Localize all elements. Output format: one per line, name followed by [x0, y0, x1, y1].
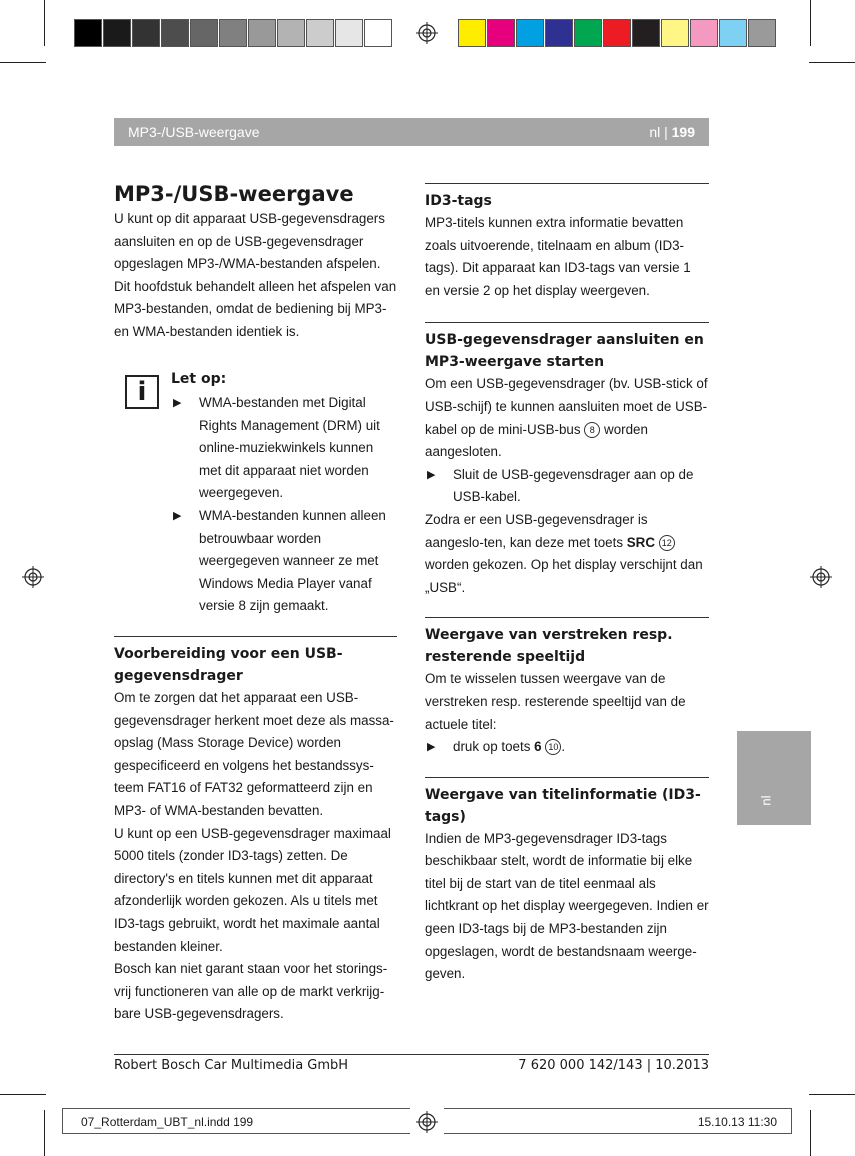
page-number-value: 199 — [671, 124, 695, 140]
color-swatch — [719, 19, 747, 47]
crop-mark — [809, 62, 855, 63]
gray-swatch — [103, 19, 131, 47]
crop-mark — [810, 1110, 811, 1156]
registration-mark-icon — [810, 566, 832, 588]
gray-swatch — [335, 19, 363, 47]
prep-section — [114, 636, 397, 1026]
bullet-triangle-icon: ▶ — [173, 397, 182, 409]
time-instruction: ▶ druk op toets 6 10 . — [425, 736, 709, 759]
print-slug-file: 07_Rotterdam_UBT_nl.indd 199 — [62, 1108, 410, 1134]
right-column — [425, 183, 709, 986]
time-paragraph: Om te wisselen tussen weergave van de verstreken resp. resterende speeltijd van de actuele titel: — [425, 671, 686, 732]
crop-mark — [810, 0, 811, 46]
color-swatch — [545, 19, 573, 47]
color-swatch — [603, 19, 631, 47]
usb-paragraph: Om een USB-gegevensdrager (bv. USB-stick of USB-schijf) te kunnen aansluiten moet de USB-kabel op de mini-USB-bus 8 worden aangesloten. — [425, 376, 708, 460]
color-swatch — [632, 19, 660, 47]
left-column — [114, 180, 397, 344]
reference-number: 12 — [659, 535, 675, 551]
time-heading: Weergave van verstreken resp. resterende speeltijd — [425, 627, 673, 666]
crop-mark — [0, 1094, 46, 1095]
key-label: SRC — [626, 534, 656, 550]
footer-rule — [114, 1054, 709, 1055]
gray-swatch — [132, 19, 160, 47]
registration-mark-icon — [416, 22, 438, 44]
gray-swatch — [219, 19, 247, 47]
info-icon: i — [125, 375, 159, 409]
color-swatch — [487, 19, 515, 47]
section-title: MP3-/USB-weergave — [128, 124, 260, 140]
color-swatch — [458, 19, 486, 47]
note-item: ▶ WMA-bestanden kunnen alleen betrouwbaar worden weergegeven wanneer ze met Windows Media Player vanaf versie 8 zijn gemaakt. — [171, 505, 397, 618]
color-swatch — [516, 19, 544, 47]
prep-paragraph: U kunt op een USB-gegevensdrager maximaal 5000 titels (zonder ID3-tags) zetten. De directory's en titels kunnen met dit apparaat afzonderlijk worden gekozen. Als u titels met ID3-tags gebruikt, wordt het maximale aantal bestanden kleiner. — [114, 825, 391, 954]
prep-heading: Voorbereiding voor een USB-gegevensdrager — [114, 646, 343, 684]
crop-mark — [0, 62, 46, 63]
usb-paragraph: Zodra er een USB-gegevensdrager is aangeslo-ten, kan deze met toets SRC 12 worden gekozen. Op het display verschijnt dan „USB“. — [425, 511, 703, 595]
footer-company: Robert Bosch Car Multimedia GmbH — [114, 1058, 349, 1073]
bullet-triangle-icon: ▶ — [427, 741, 436, 754]
page-header — [114, 118, 709, 146]
language-tab: nl — [737, 731, 811, 825]
page-title: MP3-/USB-weergave — [114, 182, 354, 206]
gray-swatch — [364, 19, 392, 47]
color-calibration-bar — [458, 19, 777, 47]
page-number — [649, 124, 695, 140]
gray-swatch — [74, 19, 102, 47]
color-swatch — [574, 19, 602, 47]
bullet-triangle-icon: ▶ — [427, 468, 436, 481]
gray-calibration-bar — [74, 19, 393, 47]
crop-mark — [44, 0, 45, 46]
prep-paragraph: Bosch kan niet garant staan voor het storings-vrij functioneren van alle op de markt verkrijg-bare USB-gegevensdragers. — [114, 961, 388, 1022]
id3-heading: ID3-tags — [425, 193, 492, 209]
registration-mark-icon — [22, 566, 44, 588]
gray-swatch — [306, 19, 334, 47]
usb-heading: USB-gegevensdrager aansluiten en MP3-weergave starten — [425, 332, 704, 371]
color-swatch — [748, 19, 776, 47]
key-label: 6 — [534, 739, 542, 755]
prep-paragraph: Om te zorgen dat het apparaat een USB-gegevensdrager herkent moet deze als massa-opslag (Mass Storage Device) worden gespecificeerd en volgens het bestandssys-teem FAT16 of FAT32 geformatteerd zijn en MP3- of WMA-bestanden bevatten. — [114, 690, 394, 818]
title-info-heading: Weergave van titelinformatie (ID3-tags) — [425, 786, 701, 825]
print-slug-date: 15.10.13 11:30 — [444, 1108, 792, 1134]
gray-swatch — [161, 19, 189, 47]
note-box — [171, 368, 397, 618]
gray-swatch — [190, 19, 218, 47]
footer-doc-number: 7 620 000 142/143 | 10.2013 — [518, 1058, 709, 1073]
title-info-paragraph: Indien de MP3-gegevensdrager ID3-tags beschikbaar stelt, wordt de informatie bij elke titel bij de start van de titel eenmaal als lichtkrant op het display weergegeven. Indien er geen ID3-tags bij de MP3-bestanden zijn opgeslagen, wordt de bestandsnaam weerge-geven. — [425, 830, 709, 982]
id3-paragraph: MP3-titels kunnen extra informatie bevatten zoals uitvoerende, titelnaam en album (ID3-tags). Dit apparaat kan ID3-tags van versie 1 en versie 2 op het display weergeven. — [425, 215, 691, 298]
gray-swatch — [277, 19, 305, 47]
bullet-triangle-icon: ▶ — [173, 509, 182, 522]
color-swatch — [661, 19, 689, 47]
crop-mark — [809, 1094, 855, 1095]
reference-number: 10 — [545, 739, 561, 755]
intro-paragraph: U kunt op dit apparaat USB-gegevensdragers aansluiten en op de USB-gegevensdrager opgeslagen MP3-/WMA-bestanden afspelen. Dit hoofdstuk behandelt alleen het afspelen van MP3-bestanden, omdat de bediening bij MP3- en WMA-bestanden identiek is. — [114, 211, 397, 339]
registration-mark-icon — [416, 1111, 438, 1133]
reference-number: 8 — [584, 422, 600, 438]
crop-mark — [44, 1110, 45, 1156]
language-label: nl | — [649, 124, 668, 140]
note-title: Let op: — [171, 371, 227, 387]
color-swatch — [690, 19, 718, 47]
gray-swatch — [248, 19, 276, 47]
note-item: ▶ WMA-bestanden met Digital Rights Management (DRM) uit online-muziekwinkels kunnen met dit apparaat niet worden weergegeven. — [171, 392, 397, 505]
usb-instruction: ▶ Sluit de USB-gegevensdrager aan op de USB-kabel. — [425, 464, 709, 509]
